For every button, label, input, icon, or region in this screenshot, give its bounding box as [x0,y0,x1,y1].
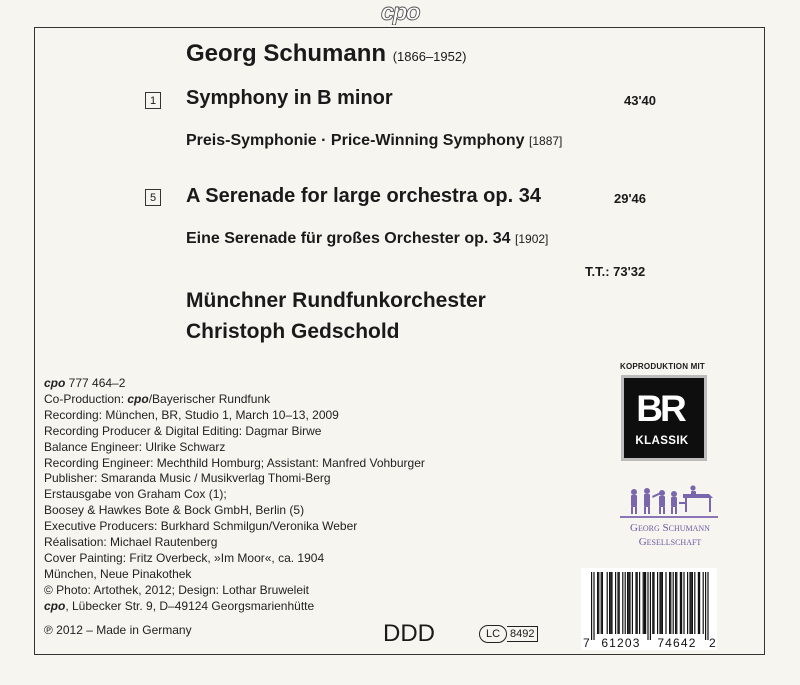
credit-line: Boosey & Hawkes Bote & Bock GmbH, Berlin (5) [44,503,305,518]
credit-line: Balance Engineer: Ulrike Schwarz [44,439,226,454]
barcode-bar [602,572,603,634]
work-duration-1: 43'40 [624,93,657,108]
cpo-wordmark: cpo [44,376,66,390]
credit-line: Recording: München, BR, Studio 1, March 10–13, 2009 [44,407,339,422]
copyright-line: ℗ 2012 – Made in Germany [44,622,192,637]
barcode-bar [607,572,608,634]
barcode-bar [615,572,616,634]
society-line-2: Gesellschaft [638,536,702,548]
lc-number: 8492 [507,626,538,642]
br-klassik-logo [621,375,707,461]
barcode-bar [647,572,648,640]
barcode-bar [619,572,620,634]
barcode-bar [639,572,640,634]
credit-line: München, Neue Pinakothek [44,566,192,581]
barcode-bar [694,572,695,634]
br-logo-letters: BR [636,388,684,429]
credit-line: © Photo: Artothek, 2012; Design: Lothar Bruweleit [44,582,309,597]
barcode-bar [653,572,654,634]
barcode-bar [698,572,699,634]
credit-line: Publisher: Smaranda Music / Musikverlag Thomi-Berg [44,471,331,486]
credits-block [44,376,425,639]
barcode-bar [650,572,651,640]
barcode-bar [657,572,658,634]
cpo-wordmark: cpo [127,391,149,406]
barcode-bar [691,572,692,634]
barcode-bar [617,572,618,634]
barcode-bar [635,572,636,634]
barcode-bar [707,572,708,640]
barcode-bar [627,572,628,634]
track-number-5: 5 [145,189,161,206]
barcode-bar [683,572,684,634]
orchestra-name: Münchner Rundfunkorchester [186,289,486,312]
work-year-2: [1902] [515,232,549,246]
work-subtitle-2 [186,230,548,248]
coproduction-heading: KOPRODUKTION MIT [620,362,705,371]
br-logo-icon [624,378,704,458]
work-subtitle-2-text: Eine Serenade für großes Orchester op. 34 [186,230,511,247]
barcode-bar [610,572,611,634]
barcode-bar [629,572,630,634]
barcode-bar [643,572,644,634]
society-name [614,521,726,549]
barcode-bar [598,572,599,634]
work-subtitle-1 [186,132,562,150]
society-line-1: Georg Schumann [630,522,710,534]
work-year-1: [1887] [529,134,563,148]
barcode-right-digits: 74642 [657,636,697,650]
barcode-bar [675,572,676,634]
barcode-first-digit: 7 [583,636,590,650]
credit-line: Réalisation: Michael Rautenberg [44,535,218,550]
barcode-bar [692,572,693,634]
lc-mark: LC [479,625,507,643]
ddd-mark: DDD [383,620,435,647]
barcode-bar [659,572,660,634]
barcode-bar [670,572,671,634]
barcode-bar [689,572,690,634]
track-number-1: 1 [145,92,161,109]
barcode-bar [705,572,706,640]
barcode-bar [665,572,666,634]
society-musicians-icon [625,482,717,516]
barcode-bar [699,572,700,634]
barcode-bar [609,572,610,634]
catalog-number: cpo 777 464–2 [44,376,126,390]
barcode-bar [593,572,594,640]
credit-line: Executive Producers: Burkhard Schmilgun/Veronika Weber [44,519,358,534]
barcode-bar [687,572,688,634]
br-logo-word: KLASSIK [635,435,689,447]
ean-barcode [581,568,717,650]
barcode-bar [669,572,670,634]
conductor-name: Christoph Gedschold [186,320,400,343]
barcode-bar [601,572,602,634]
barcode-bar [652,572,653,634]
composer-years: (1866–1952) [392,49,467,64]
barcode-bar [703,572,704,634]
cpo-logo [362,1,438,25]
barcode-bar [644,572,645,634]
barcode-left-digits: 61203 [601,636,641,650]
credit-line: Recording Engineer: Mechthild Homburg; Assistant: Manfred Vohburger [44,455,425,470]
composer-name: Georg Schumann [186,40,387,67]
credit-line: Erstausgabe von Graham Cox (1); [44,487,227,502]
barcode-bar [681,572,682,634]
barcode-bar [622,572,623,634]
barcode-bar [632,572,633,634]
barcode-bar [597,572,598,634]
coproduction-credit: Co-Production: cpo/Bayerischer Rundfunk [44,391,271,406]
barcode-bar [645,572,646,634]
barcode-bar [661,572,662,634]
barcode-bar [673,572,674,634]
barcode-bar [662,572,663,634]
work-title-1: Symphony in B minor [186,87,393,109]
barcode-bar [625,572,626,634]
barcode-bar [611,572,612,634]
cpo-wordmark: cpo [44,598,66,613]
cpo-logo-text: cpo [380,1,420,25]
credit-line: Recording Producer & Digital Editing: Dagmar Birwe [44,423,322,438]
barcode-last-digit: 2 [709,636,716,650]
work-duration-2: 29'46 [614,191,647,206]
label-address: cpo, Lübecker Str. 9, D–49124 Georgsmarienhütte [44,598,315,613]
work-subtitle-1-text: Preis-Symphonie · Price-Winning Symphony [186,132,525,149]
barcode-bar [680,572,681,634]
barcode-bar [637,572,638,634]
composer-heading [186,40,466,68]
barcode-bar [676,572,677,634]
barcode-bar [628,572,629,634]
work-title-2: A Serenade for large orchestra op. 34 [186,185,541,207]
label-code [479,624,538,644]
barcode-bar [591,572,592,640]
society-divider [620,516,718,518]
total-time: T.T.: 73'32 [585,264,646,279]
credit-line: Cover Painting: Fritz Overbeck, »Im Moor«, ca. 1904 [44,550,325,565]
